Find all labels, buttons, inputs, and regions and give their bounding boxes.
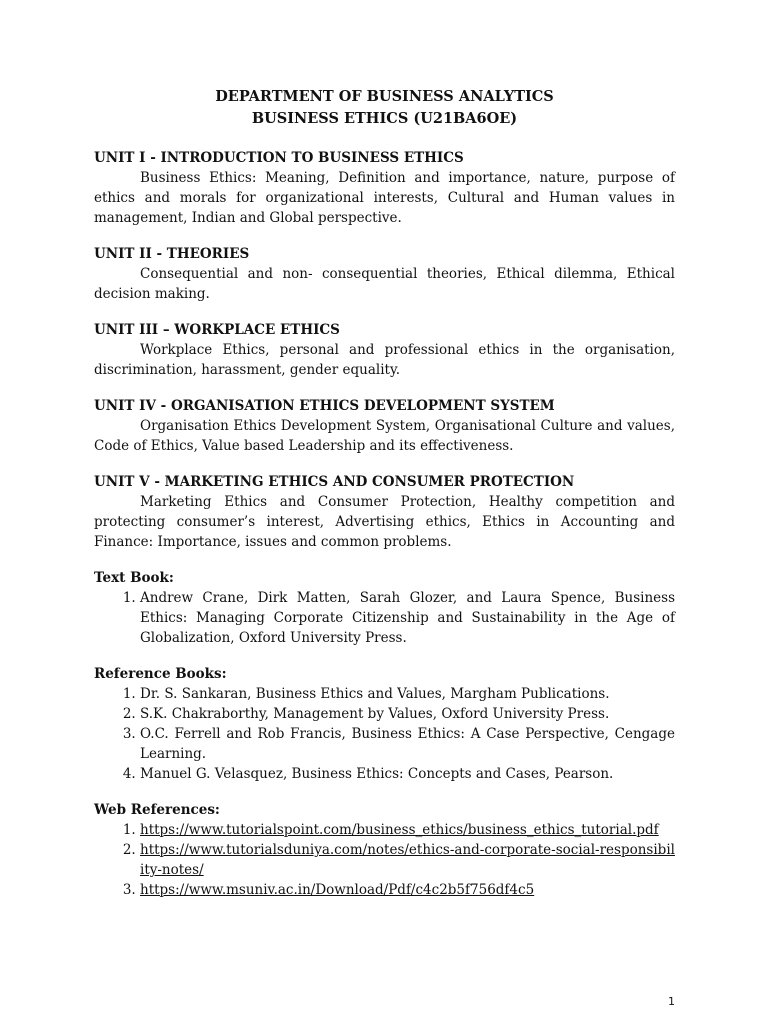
document-page — [94, 86, 675, 916]
unit-2 — [94, 244, 675, 304]
unit-body: Marketing Ethics and Consumer Protection, Healthy competition and protecting consumer’s interest, Advertising ethics, Ethics in Accounting and Finance: Importance, issues and common problems. — [94, 494, 675, 550]
web-reference-link[interactable]: https://www.tutorialspoint.com/business_ethics/business_ethics_tutorial.pdf — [140, 822, 659, 838]
text-book-heading: Text Book: — [94, 570, 174, 586]
web-reference-link[interactable]: https://www.tutorialsduniya.com/notes/ethics-and-corporate-social-responsibility-notes/ — [140, 842, 675, 878]
list-item: 3. O.C. Ferrell and Rob Francis, Business Ethics: A Case Perspective, Cengage Learning. — [140, 724, 675, 764]
list-item: 1. Dr. S. Sankaran, Business Ethics and Values, Margham Publications. — [140, 684, 675, 704]
unit-body: Organisation Ethics Development System, Organisational Culture and values, Code of Ethics, Value based Leadership and its effectiveness. — [94, 418, 675, 454]
unit-body: Workplace Ethics, personal and professional ethics in the organisation, discrimination, harassment, gender equality. — [94, 342, 675, 378]
unit-heading: UNIT I - INTRODUCTION TO BUSINESS ETHICS — [94, 150, 464, 166]
reference-books-heading: Reference Books: — [94, 666, 227, 682]
unit-4 — [94, 396, 675, 456]
web-references-list — [94, 820, 675, 900]
reference-books-list — [94, 684, 675, 784]
text-book-list — [94, 588, 675, 648]
course-title: BUSINESS ETHICS (U21BA6OE) — [251, 110, 518, 127]
unit-heading: UNIT III – WORKPLACE ETHICS — [94, 322, 340, 338]
list-item — [140, 880, 675, 900]
unit-heading: UNIT IV - ORGANISATION ETHICS DEVELOPMENT SYSTEM — [94, 398, 555, 414]
unit-heading: UNIT V - MARKETING ETHICS AND CONSUMER PROTECTION — [94, 474, 575, 490]
unit-3 — [94, 320, 675, 380]
unit-5 — [94, 472, 675, 552]
list-item: 2. S.K. Chakraborthy, Management by Values, Oxford University Press. — [140, 704, 675, 724]
department-title: DEPARTMENT OF BUSINESS ANALYTICS — [215, 88, 554, 105]
list-item — [140, 820, 675, 840]
web-references-heading: Web References: — [94, 802, 220, 818]
unit-body: Consequential and non- consequential theories, Ethical dilemma, Ethical decision making. — [94, 266, 675, 302]
document-header — [94, 86, 675, 130]
unit-body: Business Ethics: Meaning, Definition and importance, nature, purpose of ethics and morals for organizational interests, Cultural and Human values in management, Indian and Global perspective. — [94, 170, 675, 226]
web-reference-link[interactable]: https://www.msuniv.ac.in/Download/Pdf/c4c2b5f756df4c5 — [140, 882, 535, 898]
page-number: 1 — [668, 995, 675, 1008]
unit-heading: UNIT II - THEORIES — [94, 246, 250, 262]
list-item: 4. Manuel G. Velasquez, Business Ethics: Concepts and Cases, Pearson. — [140, 764, 675, 784]
reference-books-section — [94, 664, 675, 784]
web-references-section — [94, 800, 675, 900]
unit-1 — [94, 148, 675, 228]
text-book-section — [94, 568, 675, 648]
list-item: 1. Andrew Crane, Dirk Matten, Sarah Glozer, and Laura Spence, Business Ethics: Managing Corporate Citizenship and Sustainability in the Age of Globalization, Oxford University Press. — [140, 588, 675, 648]
list-item — [140, 840, 675, 880]
